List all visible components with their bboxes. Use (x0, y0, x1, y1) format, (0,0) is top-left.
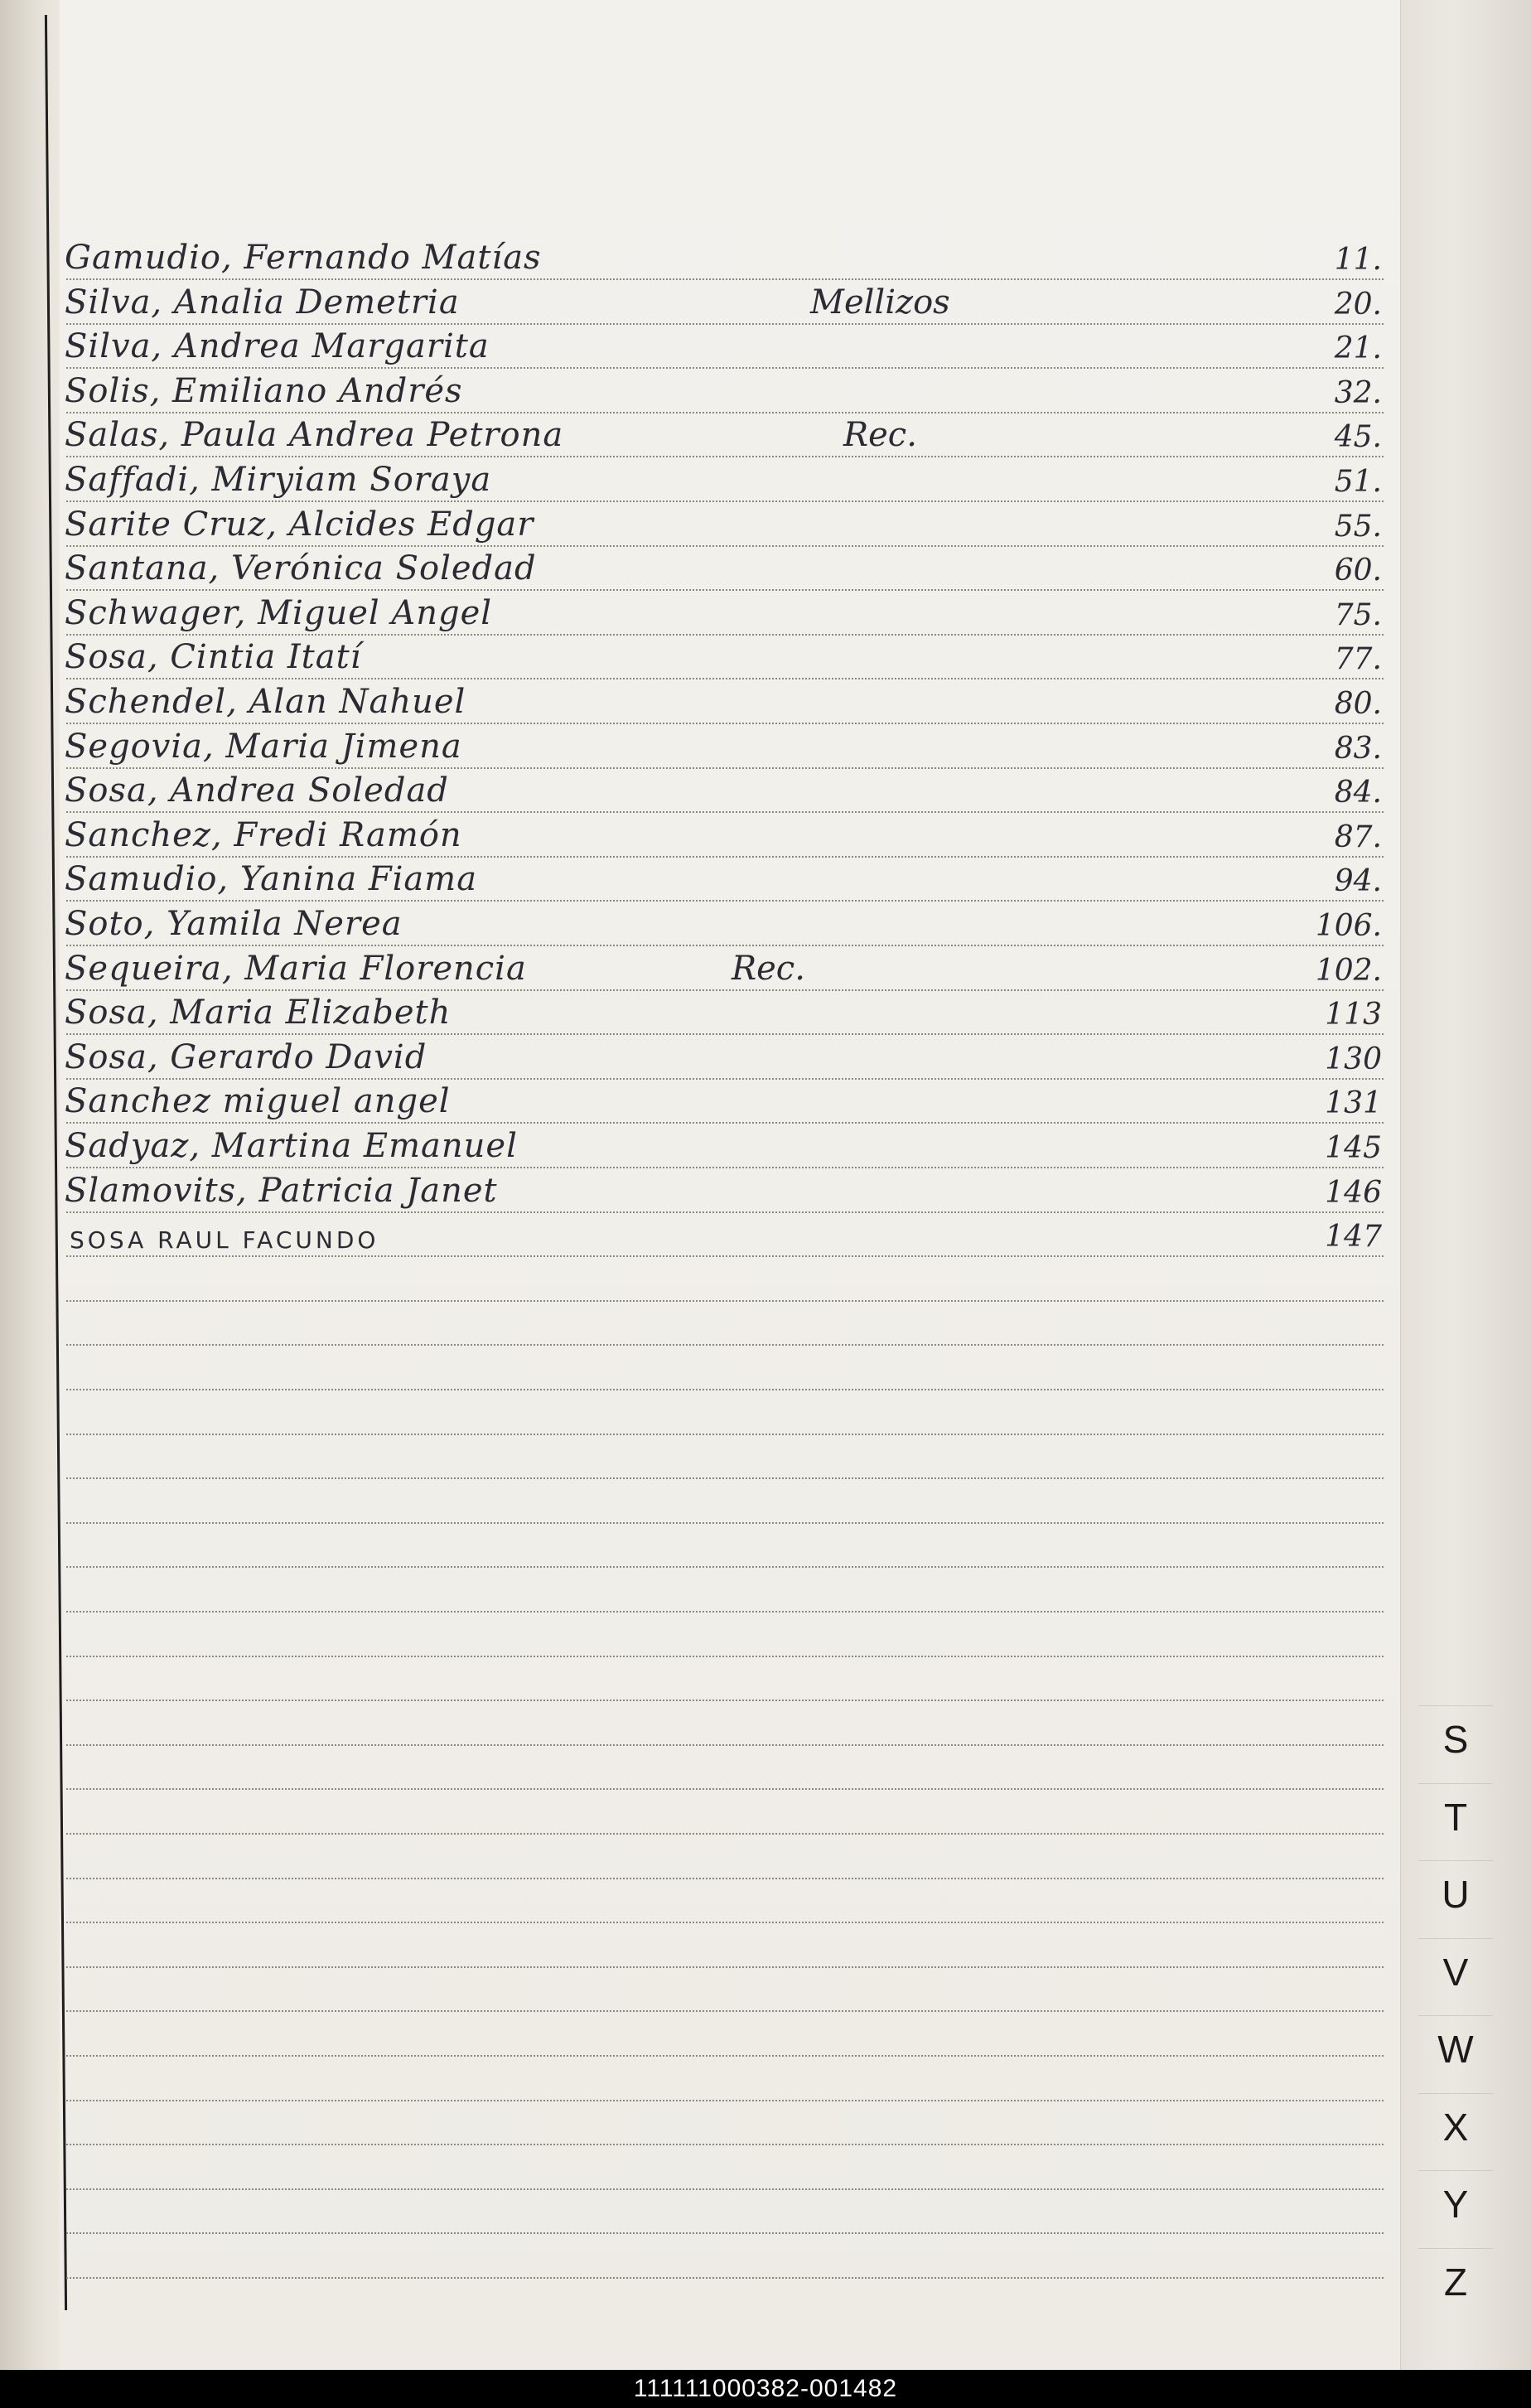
entry-name: Schendel, Alan Nahuel (65, 683, 466, 721)
ledger-entry (65, 905, 1390, 945)
entry-number: 145 (1325, 1131, 1382, 1165)
index-tab-u[interactable]: U (1418, 1860, 1493, 1938)
ledger-entry (65, 593, 1390, 634)
entry-number: 80. (1334, 687, 1382, 721)
ledger-entry (65, 549, 1390, 589)
entry-number: 102. (1315, 953, 1382, 988)
entry-number: 60. (1334, 554, 1382, 588)
entry-name: Soto, Yamila Nerea (65, 905, 403, 943)
entry-number: 87. (1334, 820, 1382, 854)
entry-number: 106. (1315, 909, 1382, 943)
index-tab-z[interactable]: Z (1418, 2248, 1493, 2326)
entry-name: Sanchez miguel angel (65, 1082, 451, 1121)
entry-number: 75. (1334, 597, 1382, 632)
entry-number: 45. (1334, 420, 1382, 455)
entry-note: Rec. (732, 949, 805, 988)
ledger-entry (65, 1171, 1390, 1211)
index-tab-y[interactable]: Y (1418, 2170, 1493, 2248)
entry-name: Sosa, Cintia Itatí (65, 638, 362, 677)
ledger-entry (65, 1127, 1390, 1167)
entry-number: 94. (1334, 864, 1382, 899)
entry-name: Solis, Emiliano Andrés (65, 371, 463, 410)
index-tab-t[interactable]: T (1418, 1783, 1493, 1861)
index-tab-v[interactable]: V (1418, 1938, 1493, 2016)
ledger-entry (65, 638, 1390, 678)
ledger-entry (65, 815, 1390, 856)
ledger-entry (65, 461, 1390, 500)
entry-name: Gamudio, Fernando Matías (65, 239, 542, 277)
entry-note: Rec. (843, 416, 917, 455)
ledger-entry (65, 727, 1390, 767)
ledger-entry (65, 994, 1390, 1033)
index-tab-s[interactable]: S (1418, 1705, 1493, 1783)
entry-name: Sadyaz, Martina Emanuel (65, 1127, 518, 1165)
entry-note: Mellizos (810, 283, 950, 322)
ledger-entry (65, 505, 1390, 545)
entry-number: 113 (1325, 998, 1382, 1032)
entry-number: 55. (1334, 509, 1382, 544)
entry-number: 130 (1325, 1042, 1382, 1076)
ledger-entry (65, 1037, 1390, 1078)
entry-number: 11. (1334, 243, 1382, 277)
entry-number: 32. (1334, 375, 1382, 410)
entry-number: 131 (1325, 1086, 1382, 1121)
entry-number: 83. (1334, 731, 1382, 766)
index-tab-w[interactable]: W (1418, 2015, 1493, 2093)
ledger-entry (65, 949, 1390, 989)
entry-name: Samudio, Yanina Fiama (65, 860, 478, 899)
index-tab-x[interactable]: X (1418, 2093, 1493, 2171)
entry-number: 20. (1334, 287, 1382, 322)
entry-number: 51. (1334, 465, 1382, 499)
entry-name: SOSA RAUL FACUNDO (70, 1226, 379, 1255)
entry-name: Slamovits, Patricia Janet (65, 1171, 498, 1210)
entry-name: Silva, Analia Demetria (65, 283, 460, 322)
entry-name: Sosa, Maria Elizabeth (65, 994, 452, 1032)
document-id: 111111000382-001482 (633, 2375, 898, 2402)
entry-name: Sosa, Andrea Soledad (65, 771, 449, 810)
entry-number: 147 (1325, 1220, 1382, 1255)
entry-number: 84. (1334, 776, 1382, 810)
entry-name: Silva, Andrea Margarita (65, 327, 490, 366)
ledger-entry (65, 860, 1390, 900)
ledger-entry (65, 327, 1390, 367)
entry-name: Sanchez, Fredi Ramón (65, 815, 462, 854)
entry-name: Segovia, Maria Jimena (65, 727, 462, 766)
ledger-entry (65, 771, 1390, 811)
ledger-entry (65, 683, 1390, 723)
entry-name: Sarite Cruz, Alcides Edgar (65, 505, 534, 544)
ledger-entry (65, 239, 1390, 278)
ledger-entry (65, 1219, 1390, 1255)
entry-name: Santana, Verónica Soledad (65, 549, 537, 588)
ledger-entry (65, 371, 1390, 412)
entry-name: Sequeira, Maria Florencia (65, 949, 527, 988)
entry-number: 146 (1325, 1175, 1382, 1210)
index-tab-letters (1418, 1705, 1493, 2325)
ledger-entry (65, 283, 1390, 323)
entry-number: 77. (1334, 642, 1382, 677)
entry-number: 21. (1334, 331, 1382, 366)
ledger-entry (65, 1082, 1390, 1122)
entry-name: Sosa, Gerardo David (65, 1037, 427, 1076)
entry-name: Salas, Paula Andrea Petrona (65, 416, 564, 455)
entry-name: Saffadi, Miryiam Soraya (65, 461, 492, 499)
ledger-entry (65, 416, 1390, 456)
entry-name: Schwager, Miguel Angel (65, 593, 493, 632)
